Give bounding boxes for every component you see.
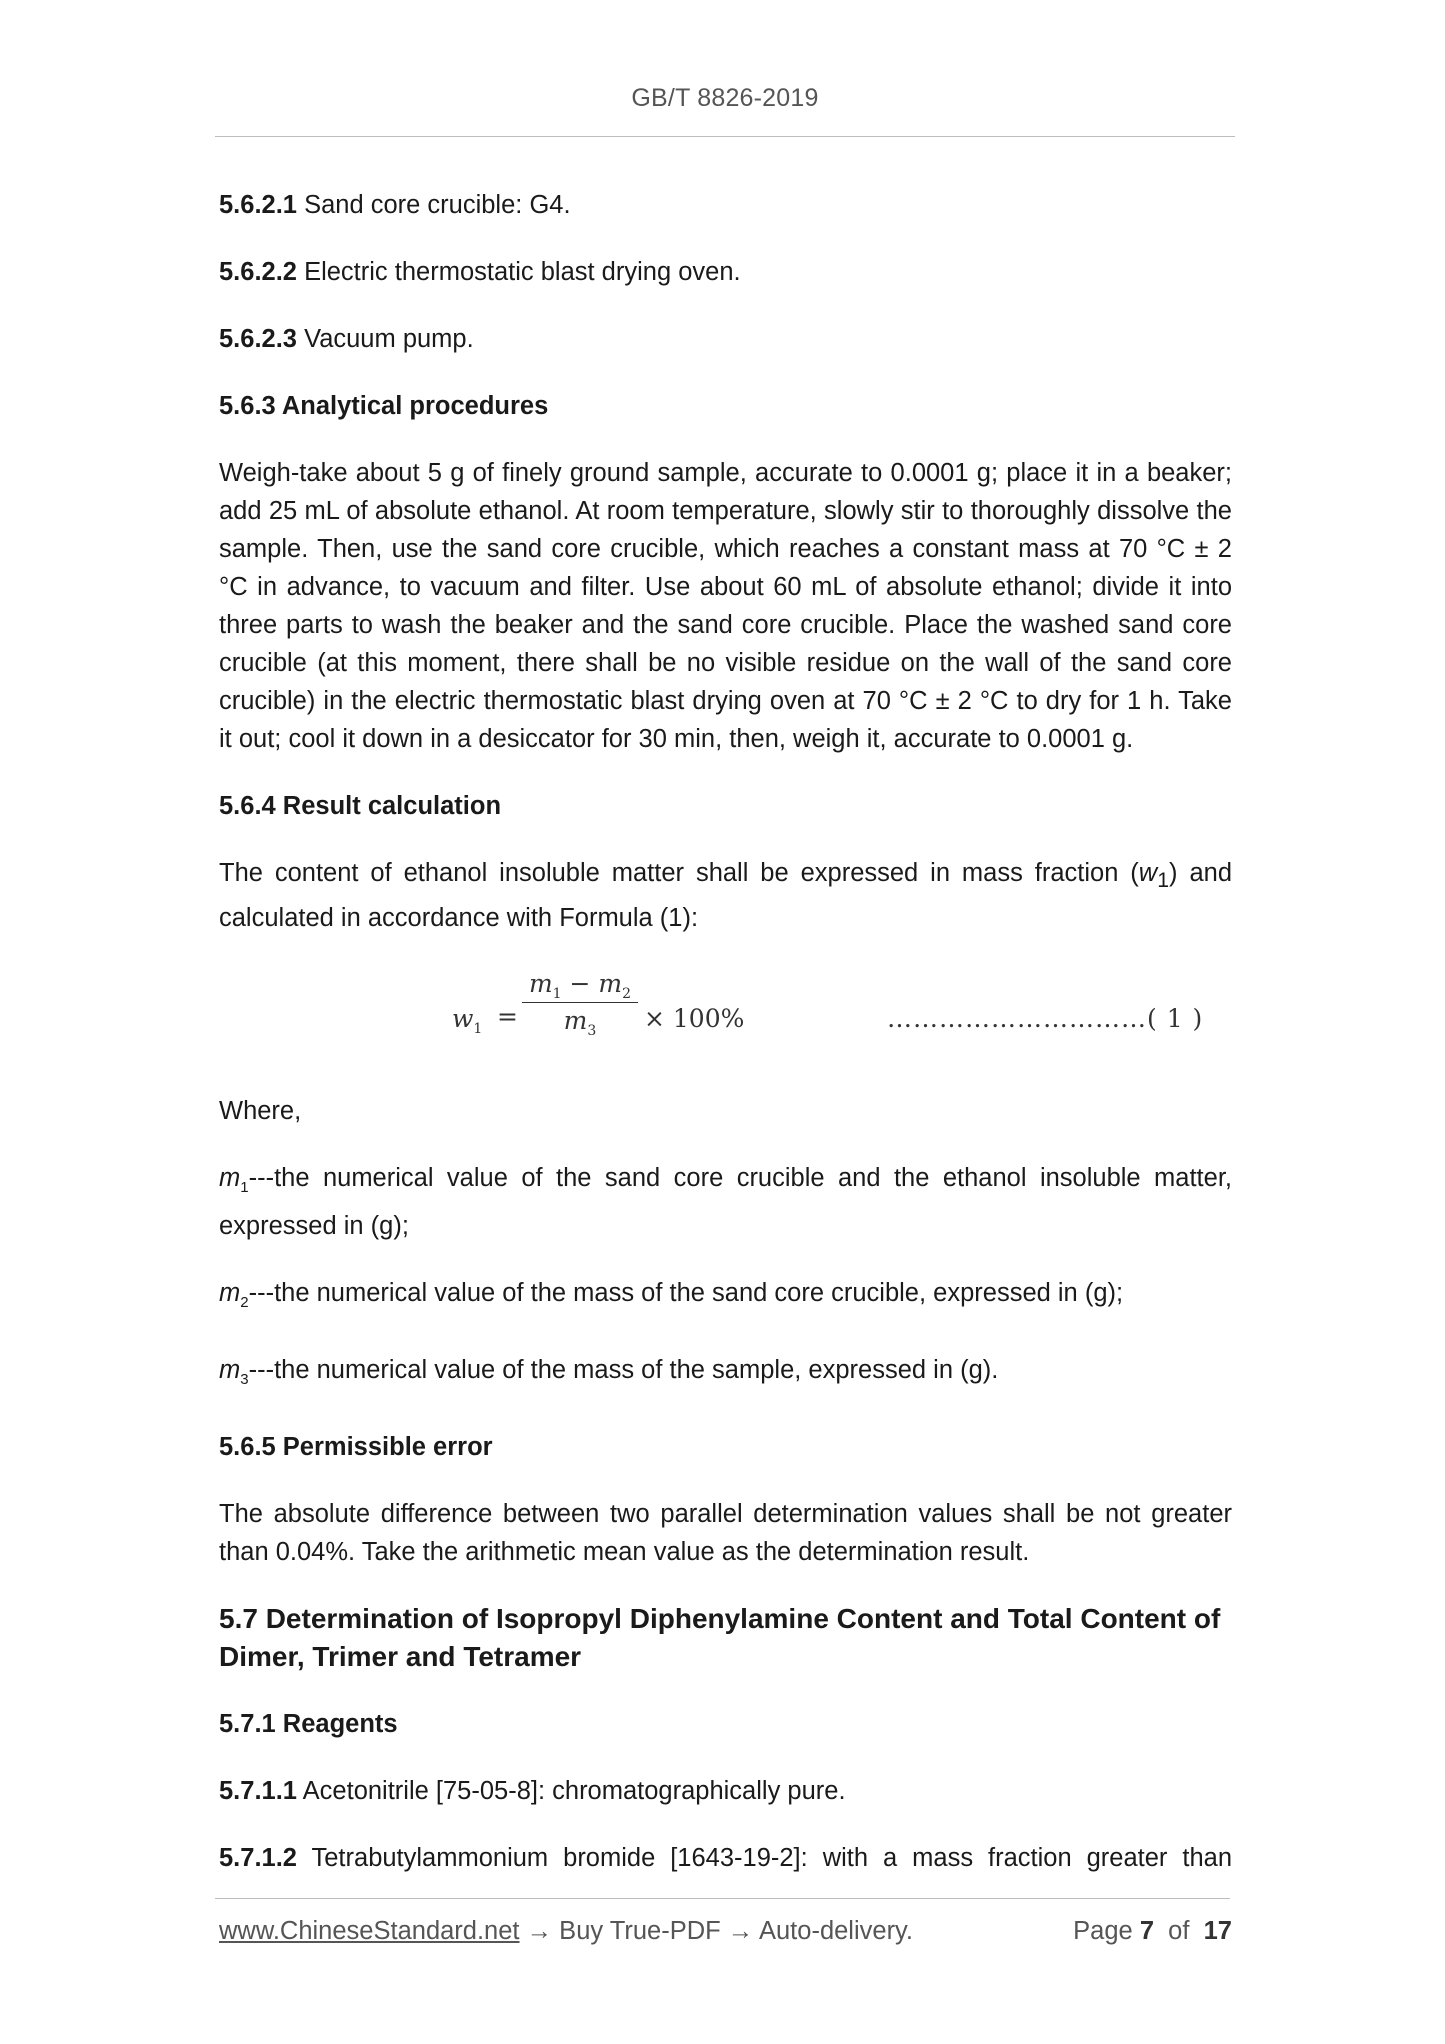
clause-text: Acetonitrile [75-05-8]: chromatographically pure. [302, 1777, 846, 1806]
permissible-error-text: The absolute difference between two parallel determination values shall be not greater than 0.04%. Take the arithmetic mean value as the determination result. [219, 1500, 1232, 1567]
clause-text: Tetrabutylammonium bromide [1643-19-2]: with a mass fraction greater than [311, 1844, 1233, 1873]
clause-5-6-2-1 [219, 186, 1232, 224]
heading-5-6-4: 5.6.4 Result calculation [219, 792, 502, 820]
page-content [219, 186, 1232, 1906]
formula-number: …………………………( 1 ) [887, 1004, 1204, 1034]
clause-number: 5.6.2.2 [219, 258, 297, 286]
header-divider [215, 136, 1235, 137]
page-header: GB/T 8826-2019 [631, 84, 819, 112]
formula-fraction [522, 966, 638, 1039]
term-m3: $m_3--$-the numerical value of the mass of the sample, expressed in (g). [219, 1356, 999, 1389]
clause-number: 5.7.1.2 [219, 1844, 297, 1873]
formula-denominator: $m_3$ [563, 1006, 597, 1040]
formula-1 [219, 966, 1232, 1066]
result-calculation-intro: The content of ethanol insoluble matter shall be expressed in mass fraction $(w_1)$ and calculated in accordance with Formula (1): [219, 859, 1233, 933]
current-page: 7 [1139, 1917, 1154, 1945]
page-counter: Page 7 of 17 [1073, 1917, 1232, 1945]
footer-promo: www.ChineseStandard.net → Buy True-PDF → Auto-delivery. [219, 1917, 913, 1945]
heading-5-6-3: 5.6.3 Analytical procedures [219, 392, 549, 420]
clause-text: Electric thermostatic blast drying oven. [304, 258, 741, 286]
symbol-w: w [1138, 859, 1158, 887]
where-label: Where, [219, 1097, 302, 1126]
website-link[interactable]: www.ChineseStandard.net [219, 1917, 520, 1945]
formula-numerator: $m_1 - m_2$ [528, 969, 632, 1003]
clause-5-7-1-2 [219, 1839, 1232, 1877]
clause-text: Vacuum pump. [304, 325, 474, 353]
formula-equals: = [497, 1002, 518, 1032]
formula-lhs: $w_1$ [452, 1004, 483, 1038]
footer-divider [215, 1898, 1230, 1899]
analytical-procedures-text: Weigh-take about 5 g of finely ground sample, accurate to 0.0001 g; place it in a beaker; add 25 mL of absolute ethanol. At room temperature, slowly stir to thoroughly dissolve the sample. Then, use the sand core crucible, which reaches a constant mass at 70 °C ± 2 °C in advance, to vacuum and filter. Use about 60 mL of absolute ethanol; divide it into three parts to wash the beaker and the sand core crucible. Place the washed sand core crucible (at this moment, there shall be no visible residue on the wall of the sand core crucible) in the electric thermostatic blast drying oven at 70 °C ± 2 °C to dry for 1 h. Take it out; cool it down in a desiccator for 30 min, then, weigh it, accurate to 0.0001 g. [219, 459, 1232, 753]
term-m2: $m_2--$-the numerical value of the mass of the sand core crucible, expressed in (g); [219, 1279, 1124, 1312]
heading-5-6-5: 5.6.5 Permissible error [219, 1433, 493, 1462]
total-pages: 17 [1203, 1917, 1232, 1945]
clause-number: 5.6.2.1 [219, 191, 297, 219]
heading-5-7: 5.7 Determination of Isopropyl Diphenylamine Content and Total Content of Dimer, Trimer and Tetramer [219, 1603, 1221, 1673]
formula-multiplier: × 100% [644, 1004, 745, 1034]
clause-text: Sand core crucible: G4. [304, 191, 571, 219]
clause-number: 5.6.2.3 [219, 325, 297, 353]
clause-number: 5.7.1.1 [219, 1777, 297, 1806]
clause-5-7-1-1 [219, 1772, 1232, 1810]
clause-5-6-2-2 [219, 253, 1232, 291]
clause-5-6-2-3 [219, 320, 1232, 358]
term-m1: $m_1--$-the numerical value of the sand core crucible and the ethanol insoluble matter, expressed in (g); [219, 1164, 1232, 1241]
heading-5-7-1: 5.7.1 Reagents [219, 1710, 398, 1739]
